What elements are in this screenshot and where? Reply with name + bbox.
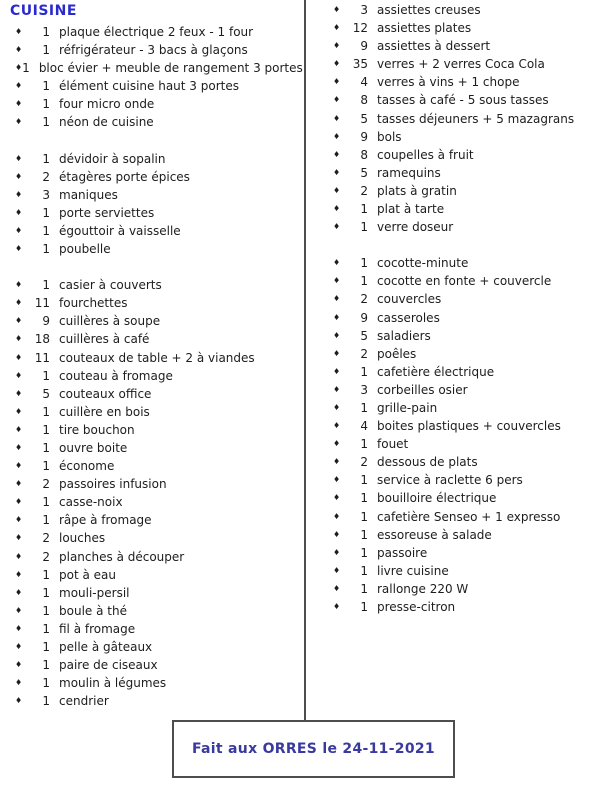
bullet-diamond-icon: ♦ bbox=[15, 461, 23, 471]
inventory-item bbox=[10, 276, 302, 294]
item-label: bloc évier + meuble de rangement 3 portes bbox=[38, 61, 303, 76]
item-label: tasses déjeuners + 5 mazagrans bbox=[377, 111, 575, 126]
item-label: pelle à gâteaux bbox=[59, 640, 153, 654]
bullet-diamond-icon: ♦ bbox=[15, 533, 23, 543]
item-quantity: 1 bbox=[360, 491, 368, 506]
item-label: four micro onde bbox=[59, 97, 155, 112]
inventory-item bbox=[328, 164, 596, 182]
bullet-diamond-icon: ♦ bbox=[333, 59, 341, 69]
bullet-diamond-icon: ♦ bbox=[333, 547, 341, 557]
bullet-diamond-icon: ♦ bbox=[333, 493, 341, 503]
inventory-item bbox=[10, 439, 302, 457]
item-label: économe bbox=[59, 459, 115, 474]
item-quantity: 1 bbox=[360, 274, 368, 289]
footer-box bbox=[172, 720, 455, 778]
item-quantity: 1 bbox=[360, 202, 368, 217]
item-quantity: 1 bbox=[42, 25, 50, 39]
item-label: cafetière Senseo + 1 expresso bbox=[377, 509, 561, 524]
item-quantity: 1 bbox=[42, 115, 50, 130]
item-quantity: 11 bbox=[34, 296, 50, 311]
item-label: verre doseur bbox=[377, 220, 454, 235]
item-quantity: 1 bbox=[42, 603, 50, 618]
item-quantity: 1 bbox=[360, 527, 368, 542]
item-quantity: 1 bbox=[42, 404, 50, 419]
item-label: plat à tarte bbox=[377, 202, 445, 217]
item-label: coupelles à fruit bbox=[377, 147, 474, 162]
item-quantity: 2 bbox=[360, 455, 368, 470]
item-quantity: 1 bbox=[360, 400, 368, 415]
bullet-diamond-icon: ♦ bbox=[333, 276, 341, 286]
item-quantity: 1 bbox=[360, 256, 368, 271]
item-label: ouvre boite bbox=[59, 440, 128, 455]
item-quantity: 1 bbox=[42, 621, 50, 636]
bullet-diamond-icon: ♦ bbox=[15, 424, 23, 434]
inventory-item bbox=[10, 475, 302, 493]
bullet-diamond-icon: ♦ bbox=[15, 27, 23, 36]
bullet-diamond-icon: ♦ bbox=[15, 551, 23, 561]
item-quantity: 8 bbox=[360, 93, 368, 108]
item-quantity: 1 bbox=[42, 640, 50, 654]
item-quantity: 3 bbox=[360, 382, 368, 397]
item-label: bols bbox=[377, 129, 402, 144]
inventory-item bbox=[10, 548, 302, 566]
item-label: paire de ciseaux bbox=[59, 658, 158, 673]
item-quantity: 1 bbox=[360, 581, 368, 596]
bullet-diamond-icon: ♦ bbox=[15, 298, 23, 308]
bullet-diamond-icon: ♦ bbox=[333, 258, 341, 268]
item-quantity: 3 bbox=[42, 187, 50, 202]
inventory-item bbox=[328, 598, 596, 616]
item-quantity: 1 bbox=[360, 509, 368, 524]
inventory-item bbox=[328, 489, 596, 507]
inventory-item bbox=[328, 91, 596, 109]
item-quantity: 2 bbox=[360, 183, 368, 198]
inventory-item bbox=[328, 1, 596, 19]
inventory-item bbox=[328, 363, 596, 381]
item-label: verres + 2 verres Coca Cola bbox=[377, 57, 545, 72]
bullet-diamond-icon: ♦ bbox=[333, 41, 341, 51]
bullet-diamond-icon: ♦ bbox=[15, 189, 23, 199]
bullet-diamond-icon: ♦ bbox=[15, 171, 23, 181]
item-label: boule à thé bbox=[59, 603, 127, 618]
item-quantity: 9 bbox=[360, 129, 368, 144]
item-label: livre cuisine bbox=[377, 563, 449, 578]
item-quantity: 1 bbox=[42, 422, 50, 437]
inventory-item bbox=[10, 294, 302, 312]
inventory-item bbox=[10, 312, 302, 330]
bullet-diamond-icon: ♦ bbox=[15, 660, 23, 670]
inventory-item bbox=[10, 493, 302, 511]
item-quantity: 3 bbox=[360, 3, 368, 17]
bullet-diamond-icon: ♦ bbox=[15, 406, 23, 416]
inventory-item bbox=[328, 417, 596, 435]
item-label: presse-citron bbox=[377, 600, 456, 614]
item-label: réfrigérateur - 3 bacs à glaçons bbox=[59, 43, 248, 58]
item-quantity: 5 bbox=[42, 386, 50, 401]
footer-date-text: Fait aux ORRES le 24-11-2021 bbox=[192, 741, 435, 757]
item-quantity: 4 bbox=[360, 419, 368, 434]
item-label: service à raclette 6 pers bbox=[377, 473, 523, 488]
item-quantity: 12 bbox=[352, 21, 368, 36]
inventory-item bbox=[328, 381, 596, 399]
item-label: cafetière électrique bbox=[377, 364, 495, 379]
bullet-diamond-icon: ♦ bbox=[15, 153, 23, 163]
inventory-item bbox=[10, 656, 302, 674]
item-label: mouli-persil bbox=[59, 585, 130, 600]
inventory-item bbox=[328, 146, 596, 164]
item-quantity: 1 bbox=[360, 473, 368, 488]
bullet-diamond-icon: ♦ bbox=[15, 696, 23, 706]
item-quantity: 2 bbox=[42, 169, 50, 184]
item-quantity: 1 bbox=[42, 495, 50, 510]
bullet-diamond-icon: ♦ bbox=[15, 280, 23, 290]
inventory-item bbox=[10, 222, 302, 240]
item-quantity: 1 bbox=[360, 364, 368, 379]
inventory-item bbox=[10, 385, 302, 403]
item-label: passoires infusion bbox=[59, 477, 167, 492]
inventory-item bbox=[10, 403, 302, 421]
item-label: ramequins bbox=[377, 165, 441, 180]
bullet-diamond-icon: ♦ bbox=[333, 185, 341, 195]
inventory-item bbox=[328, 254, 596, 272]
item-quantity: 1 bbox=[360, 600, 368, 614]
bullet-diamond-icon: ♦ bbox=[333, 131, 341, 141]
item-group bbox=[10, 276, 302, 710]
inventory-item bbox=[328, 435, 596, 453]
inventory-item bbox=[10, 150, 302, 168]
inventory-item bbox=[328, 110, 596, 128]
bullet-diamond-icon: ♦ bbox=[333, 113, 341, 123]
item-quantity: 1 bbox=[22, 61, 30, 76]
bullet-diamond-icon: ♦ bbox=[15, 334, 23, 344]
item-label: assiettes creuses bbox=[377, 3, 481, 17]
item-label: cuillères à soupe bbox=[59, 314, 161, 329]
bullet-diamond-icon: ♦ bbox=[15, 316, 23, 326]
bullet-diamond-icon: ♦ bbox=[333, 222, 341, 232]
item-quantity: 9 bbox=[360, 39, 368, 54]
item-quantity: 1 bbox=[42, 43, 50, 58]
bullet-diamond-icon: ♦ bbox=[333, 5, 341, 14]
item-label: couteaux de table + 2 à viandes bbox=[59, 350, 255, 365]
item-quantity: 1 bbox=[42, 567, 50, 582]
bullet-diamond-icon: ♦ bbox=[333, 565, 341, 575]
inventory-item bbox=[328, 345, 596, 363]
inventory-item bbox=[328, 272, 596, 290]
item-quantity: 35 bbox=[352, 57, 368, 72]
inventory-item bbox=[10, 421, 302, 439]
bullet-diamond-icon: ♦ bbox=[15, 623, 23, 633]
inventory-item bbox=[10, 41, 302, 59]
bullet-diamond-icon: ♦ bbox=[333, 457, 341, 467]
item-label: verres à vins + 1 chope bbox=[377, 75, 520, 90]
item-label: essoreuse à salade bbox=[377, 527, 492, 542]
inventory-item bbox=[10, 692, 302, 710]
bullet-diamond-icon: ♦ bbox=[333, 366, 341, 376]
inventory-item bbox=[10, 457, 302, 475]
bullet-diamond-icon: ♦ bbox=[333, 330, 341, 340]
item-quantity: 4 bbox=[360, 75, 368, 90]
item-label: saladiers bbox=[377, 328, 431, 343]
item-label: passoire bbox=[377, 545, 428, 560]
item-group bbox=[10, 23, 302, 132]
item-label: bouilloire électrique bbox=[377, 491, 497, 506]
item-label: louches bbox=[59, 531, 106, 546]
item-quantity: 1 bbox=[42, 459, 50, 474]
inventory-item bbox=[10, 584, 302, 602]
left-column bbox=[10, 2, 302, 710]
inventory-item bbox=[328, 182, 596, 200]
bullet-diamond-icon: ♦ bbox=[15, 587, 23, 597]
item-quantity: 11 bbox=[34, 350, 50, 365]
item-label: fil à fromage bbox=[59, 621, 136, 636]
bullet-diamond-icon: ♦ bbox=[15, 642, 23, 651]
inventory-item bbox=[10, 95, 302, 113]
item-quantity: 1 bbox=[42, 278, 50, 293]
item-label: casseroles bbox=[377, 310, 440, 325]
inventory-item bbox=[10, 240, 302, 258]
item-label: couteau à fromage bbox=[59, 368, 173, 383]
right-column-groups bbox=[328, 1, 596, 616]
item-label: élément cuisine haut 3 portes bbox=[59, 79, 239, 94]
bullet-diamond-icon: ♦ bbox=[15, 81, 23, 91]
item-label: boites plastiques + couvercles bbox=[377, 419, 561, 434]
inventory-item bbox=[10, 77, 302, 95]
bullet-diamond-icon: ♦ bbox=[333, 384, 341, 394]
bullet-diamond-icon: ♦ bbox=[333, 149, 341, 159]
inventory-item bbox=[328, 128, 596, 146]
item-label: casse-noix bbox=[59, 495, 123, 510]
bullet-diamond-icon: ♦ bbox=[15, 63, 23, 73]
inventory-item bbox=[328, 471, 596, 489]
inventory-item bbox=[10, 602, 302, 620]
bullet-diamond-icon: ♦ bbox=[333, 583, 341, 593]
item-quantity: 1 bbox=[42, 585, 50, 600]
bullet-diamond-icon: ♦ bbox=[333, 475, 341, 485]
item-quantity: 2 bbox=[42, 531, 50, 546]
item-label: dessous de plats bbox=[377, 455, 478, 470]
item-quantity: 1 bbox=[42, 97, 50, 112]
item-label: rallonge 220 W bbox=[377, 581, 469, 596]
item-quantity: 1 bbox=[42, 79, 50, 94]
item-label: maniques bbox=[59, 187, 118, 202]
bullet-diamond-icon: ♦ bbox=[15, 244, 23, 254]
item-label: tasses à café - 5 sous tasses bbox=[377, 93, 549, 108]
item-label: poubelle bbox=[59, 242, 111, 257]
inventory-item bbox=[328, 309, 596, 327]
bullet-diamond-icon: ♦ bbox=[15, 605, 23, 615]
item-quantity: 1 bbox=[360, 545, 368, 560]
item-label: pot à eau bbox=[59, 567, 116, 582]
bullet-diamond-icon: ♦ bbox=[15, 370, 23, 380]
bullet-diamond-icon: ♦ bbox=[333, 294, 341, 304]
item-quantity: 1 bbox=[42, 223, 50, 238]
bullet-diamond-icon: ♦ bbox=[15, 117, 23, 127]
inventory-item bbox=[328, 73, 596, 91]
bullet-diamond-icon: ♦ bbox=[333, 204, 341, 214]
inventory-item bbox=[328, 526, 596, 544]
inventory-item bbox=[328, 580, 596, 598]
bullet-diamond-icon: ♦ bbox=[333, 402, 341, 412]
bullet-diamond-icon: ♦ bbox=[15, 45, 23, 55]
inventory-item bbox=[328, 544, 596, 562]
item-quantity: 2 bbox=[42, 477, 50, 492]
inventory-item bbox=[328, 200, 596, 218]
item-label: égouttoir à vaisselle bbox=[59, 223, 181, 238]
bullet-diamond-icon: ♦ bbox=[15, 352, 23, 362]
right-column bbox=[328, 1, 596, 616]
inventory-item bbox=[10, 674, 302, 692]
item-quantity: 1 bbox=[42, 242, 50, 257]
bullet-diamond-icon: ♦ bbox=[333, 439, 341, 449]
bullet-diamond-icon: ♦ bbox=[15, 569, 23, 579]
item-group bbox=[328, 1, 596, 236]
item-quantity: 9 bbox=[42, 314, 50, 329]
item-label: dévidoir à sopalin bbox=[59, 151, 166, 166]
item-label: plats à gratin bbox=[377, 183, 457, 198]
item-quantity: 1 bbox=[42, 513, 50, 528]
bullet-diamond-icon: ♦ bbox=[333, 23, 341, 33]
item-label: étagères porte épices bbox=[59, 169, 190, 184]
item-quantity: 1 bbox=[360, 220, 368, 235]
item-quantity: 2 bbox=[42, 549, 50, 564]
inventory-item bbox=[10, 511, 302, 529]
item-label: néon de cuisine bbox=[59, 115, 154, 130]
bullet-diamond-icon: ♦ bbox=[333, 312, 341, 322]
item-label: planches à découper bbox=[59, 549, 185, 564]
inventory-item bbox=[328, 55, 596, 73]
bullet-diamond-icon: ♦ bbox=[333, 421, 341, 431]
bullet-diamond-icon: ♦ bbox=[333, 511, 341, 521]
item-group bbox=[328, 254, 596, 616]
bullet-diamond-icon: ♦ bbox=[15, 515, 23, 525]
item-quantity: 1 bbox=[42, 151, 50, 166]
bullet-diamond-icon: ♦ bbox=[15, 225, 23, 235]
inventory-item bbox=[328, 562, 596, 580]
inventory-item bbox=[10, 113, 302, 131]
item-quantity: 1 bbox=[42, 205, 50, 220]
item-label: cocotte-minute bbox=[377, 256, 469, 271]
item-label: couvercles bbox=[377, 292, 442, 307]
item-label: corbeilles osier bbox=[377, 382, 468, 397]
left-column-groups bbox=[10, 23, 302, 710]
item-label: assiettes à dessert bbox=[377, 39, 491, 54]
inventory-item bbox=[10, 620, 302, 638]
bullet-diamond-icon: ♦ bbox=[15, 388, 23, 398]
inventory-item bbox=[10, 566, 302, 584]
item-label: fouet bbox=[377, 437, 409, 452]
bullet-diamond-icon: ♦ bbox=[333, 529, 341, 539]
inventory-item bbox=[10, 638, 302, 656]
bullet-diamond-icon: ♦ bbox=[333, 167, 341, 177]
item-quantity: 2 bbox=[360, 292, 368, 307]
item-label: porte serviettes bbox=[59, 205, 155, 220]
item-quantity: 5 bbox=[360, 111, 368, 126]
inventory-item bbox=[328, 508, 596, 526]
item-label: fourchettes bbox=[59, 296, 128, 311]
inventory-item bbox=[10, 168, 302, 186]
item-quantity: 1 bbox=[42, 368, 50, 383]
bullet-diamond-icon: ♦ bbox=[15, 497, 23, 507]
item-quantity: 8 bbox=[360, 147, 368, 162]
bullet-diamond-icon: ♦ bbox=[15, 442, 23, 452]
inventory-item bbox=[10, 204, 302, 222]
item-label: moulin à légumes bbox=[59, 676, 167, 691]
inventory-item bbox=[10, 349, 302, 367]
inventory-item bbox=[10, 59, 302, 77]
inventory-item bbox=[328, 290, 596, 308]
item-quantity: 1 bbox=[42, 676, 50, 691]
page-title: CUISINE bbox=[10, 3, 77, 19]
item-label: tire bouchon bbox=[59, 422, 135, 437]
item-label: grille-pain bbox=[377, 400, 438, 415]
item-label: cocotte en fonte + couvercle bbox=[377, 274, 552, 289]
bullet-diamond-icon: ♦ bbox=[333, 602, 341, 611]
bullet-diamond-icon: ♦ bbox=[333, 77, 341, 87]
bullet-diamond-icon: ♦ bbox=[15, 207, 23, 217]
item-quantity: 9 bbox=[360, 310, 368, 325]
bullet-diamond-icon: ♦ bbox=[333, 348, 341, 358]
item-label: cuillères à café bbox=[59, 332, 150, 347]
bullet-diamond-icon: ♦ bbox=[333, 95, 341, 105]
item-quantity: 1 bbox=[360, 437, 368, 452]
bullet-diamond-icon: ♦ bbox=[15, 99, 23, 109]
inventory-item bbox=[10, 186, 302, 204]
item-quantity: 1 bbox=[360, 563, 368, 578]
item-quantity: 1 bbox=[42, 440, 50, 455]
item-quantity: 5 bbox=[360, 328, 368, 343]
item-quantity: 5 bbox=[360, 165, 368, 180]
column-divider-line bbox=[304, 0, 306, 721]
item-quantity: 1 bbox=[42, 658, 50, 673]
inventory-item bbox=[328, 37, 596, 55]
inventory-item bbox=[328, 453, 596, 471]
item-quantity: 18 bbox=[34, 332, 50, 347]
inventory-item bbox=[10, 23, 302, 41]
inventory-item bbox=[10, 330, 302, 348]
item-label: poêles bbox=[377, 346, 417, 361]
inventory-item bbox=[10, 367, 302, 385]
inventory-item bbox=[328, 218, 596, 236]
item-label: couteaux office bbox=[59, 386, 152, 401]
item-label: cendrier bbox=[59, 694, 109, 709]
item-label: plaque électrique 2 feux - 1 four bbox=[59, 25, 254, 39]
item-label: râpe à fromage bbox=[59, 513, 152, 528]
bullet-diamond-icon: ♦ bbox=[15, 678, 23, 688]
inventory-item bbox=[328, 327, 596, 345]
item-quantity: 1 bbox=[42, 694, 50, 709]
item-label: assiettes plates bbox=[377, 21, 472, 36]
inventory-item bbox=[328, 19, 596, 37]
item-group bbox=[10, 150, 302, 259]
inventory-item bbox=[328, 399, 596, 417]
bullet-diamond-icon: ♦ bbox=[15, 479, 23, 489]
item-label: cuillère en bois bbox=[59, 404, 150, 419]
item-label: casier à couverts bbox=[59, 278, 162, 293]
inventory-item bbox=[10, 529, 302, 547]
item-quantity: 2 bbox=[360, 346, 368, 361]
